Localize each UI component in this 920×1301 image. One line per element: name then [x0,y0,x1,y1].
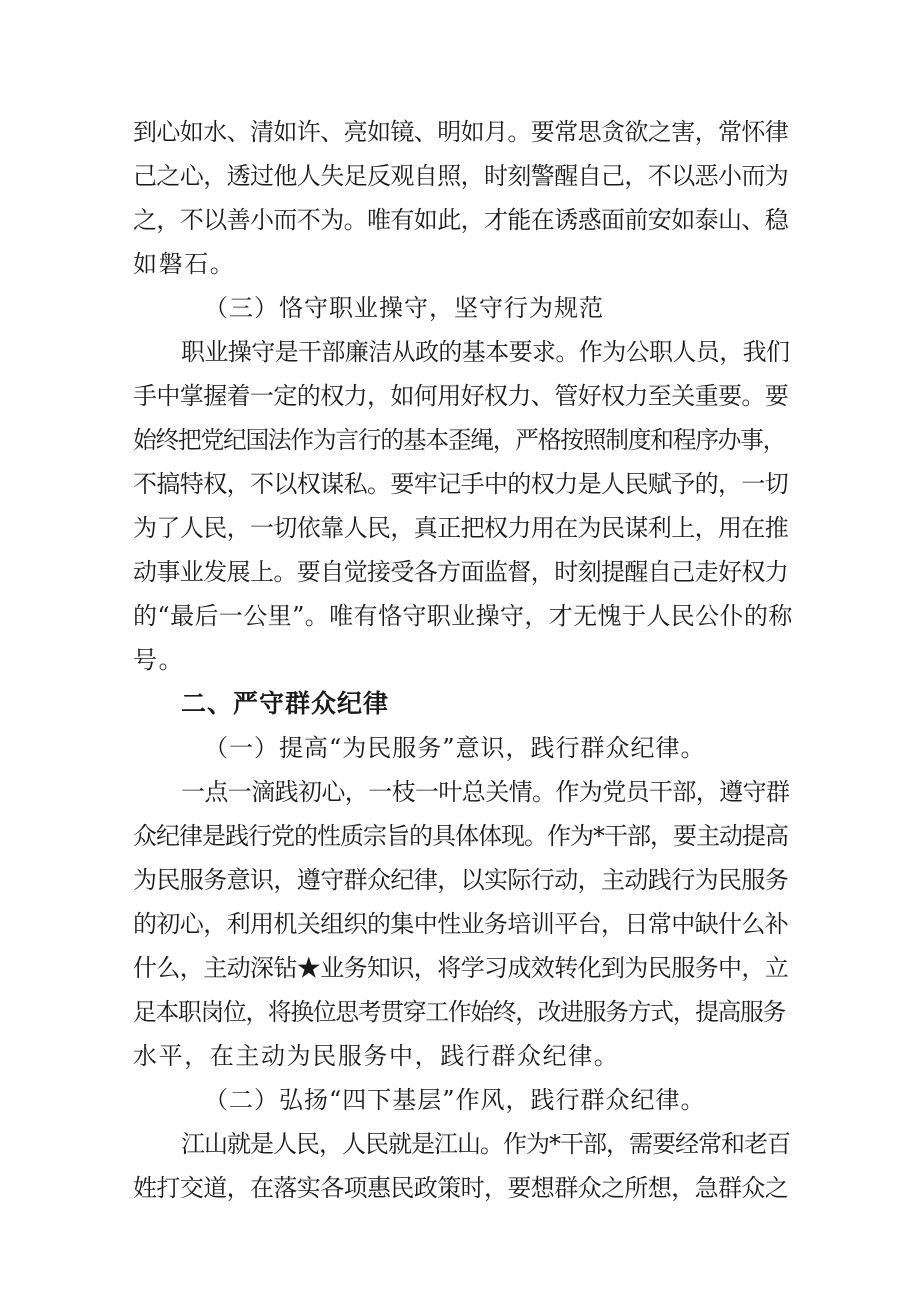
body-text-line: 如磐石。 [133,250,236,278]
subsection-heading: （一）提高“为民服务”意识，践行群众纪律。 [204,734,706,762]
subsection-heading: （三）恪守职业操守，坚守行为规范 [204,294,604,322]
body-text-line: 一点一滴践初心，一枝一叶总关情。作为党员干部，遵守群 [181,778,790,806]
body-text-line: 为了人民，一切依靠人民，真正把权力用在为民谋利上，用在推 [133,514,789,542]
body-text-line: 的初心，利用机关组织的集中性业务培训平台，日常中缺什么补 [133,910,789,938]
body-text-line: 到心如水、清如许、亮如镜、明如月。要常思贪欲之害，常怀律 [133,118,789,146]
body-text-line: 职业操守是干部廉洁从政的基本要求。作为公职人员，我们 [181,338,790,366]
subsection-heading: （二）弘扬“四下基层”作风，践行群众纪律。 [204,1086,706,1114]
body-text-line: 始终把党纪国法作为言行的基本歪绳，严格按照制度和程序办事， [133,426,786,454]
body-text-line: 江山就是人民，人民就是江山。作为*干部，需要经常和老百 [181,1130,790,1158]
section-heading: 二、严守群众纪律 [181,689,390,718]
body-text-line: 足本职岗位，将换位思考贯穿工作始终，改进服务方式，提高服务 [133,998,786,1026]
body-text-line: 己之心，透过他人失足反观自照，时刻警醒自己，不以恶小而为 [133,162,789,190]
body-text-line: 手中掌握着一定的权力，如何用好权力、管好权力至关重要。要 [133,382,789,410]
body-text-line: 之，不以善小而不为。唯有如此，才能在诱惑面前安如泰山、稳 [133,206,789,234]
body-text-line: 众纪律是践行党的性质宗旨的具体体现。作为*干部，要主动提高 [133,822,788,850]
body-text-line: 号。 [133,646,185,674]
body-text-line: 什么，主动深钻★业务知识，将学习成效转化到为民服务中，立 [133,954,789,982]
body-text-line: 动事业发展上。要自觉接受各方面监督，时刻提醒自己走好权力 [133,558,789,586]
body-text-line: 为民服务意识，遵守群众纪律，以实际行动，主动践行为民服务 [133,866,789,894]
body-text-line: 的“最后一公里”。唯有恪守职业操守，才无愧于人民公仆的称 [133,602,793,630]
body-text-line: 水平，在主动为民服务中，践行群众纪律。 [133,1042,620,1070]
body-text-line: 姓打交道，在落实各项惠民政策时，要想群众之所想，急群众之 [133,1174,789,1202]
body-text-line: 不搞特权，不以权谋私。要牢记手中的权力是人民赋予的，一切 [133,470,789,498]
